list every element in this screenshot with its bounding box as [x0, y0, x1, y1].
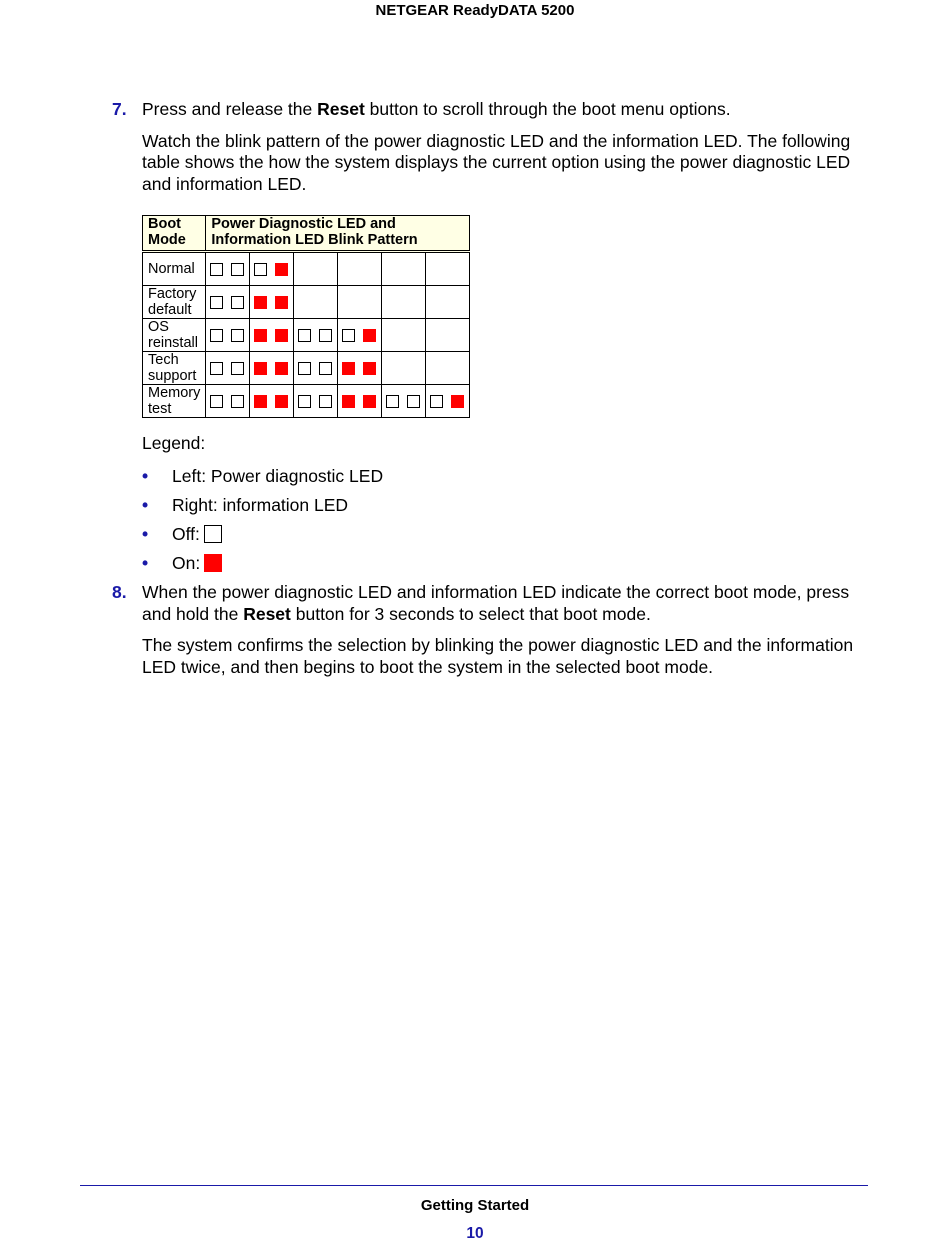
boot-mode-cell: OS reinstall [143, 319, 206, 352]
power-diagnostic-led-off-icon [210, 296, 223, 309]
step-number: 8. [112, 582, 127, 602]
table-row [143, 352, 470, 385]
information-led-off-icon [231, 296, 244, 309]
running-header: NETGEAR ReadyDATA 5200 [375, 2, 575, 19]
blink-pattern-cell [250, 352, 294, 385]
blink-pattern-cell [250, 252, 294, 286]
information-led-off-icon [231, 395, 244, 408]
legend-item [142, 553, 383, 582]
information-led-off-icon [407, 395, 420, 408]
blink-pattern-cell [338, 252, 382, 286]
information-led-on-icon [275, 395, 288, 408]
blink-pattern-cell [426, 352, 470, 385]
blink-pattern-cell [382, 319, 426, 352]
power-diagnostic-led-off-icon [386, 395, 399, 408]
blink-pattern-cell [250, 385, 294, 418]
legend-item [142, 466, 383, 495]
bullet-icon: • [142, 553, 149, 573]
power-diagnostic-led-on-icon [254, 395, 267, 408]
power-diagnostic-led-on-icon [342, 362, 355, 375]
blink-pattern-cell [426, 286, 470, 319]
blink-pattern-cell [426, 385, 470, 418]
information-led-off-icon [231, 329, 244, 342]
column-header-boot-mode: Boot Mode [143, 216, 206, 252]
legend-item [142, 524, 383, 553]
information-led-off-icon [231, 362, 244, 375]
information-led-on-icon [275, 362, 288, 375]
step-8-instruction: When the power diagnostic LED and information LED indicate the correct boot mode, press and hold the Reset button for 3 seconds to select that boot mode. [142, 582, 850, 624]
table-row [143, 252, 470, 286]
information-led-on-icon [451, 395, 464, 408]
step-7-paragraph: Watch the blink pattern of the power diagnostic LED and the information LED. The following table shows the how the system displays the current option using the power diagnostic LED and information LED. [142, 130, 851, 194]
table-row [143, 286, 470, 319]
legend-text: Off: [172, 524, 200, 544]
power-diagnostic-led-off-icon [210, 329, 223, 342]
power-diagnostic-led-off-icon [298, 395, 311, 408]
blink-pattern-cell [382, 286, 426, 319]
blink-pattern-cell [294, 385, 338, 418]
step-8-paragraph: The system confirms the selection by blinking the power diagnostic LED and the information LED twice, and then begins to boot the system in the selected boot mode. [142, 635, 854, 677]
blink-pattern-cell [250, 286, 294, 319]
power-diagnostic-led-off-icon [342, 329, 355, 342]
boot-mode-table [142, 215, 418, 417]
power-diagnostic-led-off-icon [210, 362, 223, 375]
information-led-off-icon [231, 263, 244, 276]
boot-mode-cell: Normal [143, 252, 206, 286]
information-led-on-icon [275, 296, 288, 309]
power-diagnostic-led-on-icon [254, 362, 267, 375]
power-diagnostic-led-on-icon [254, 329, 267, 342]
column-header-blink-pattern: Power Diagnostic LED and Information LED Blink Pattern [206, 216, 470, 252]
blink-pattern-cell [294, 286, 338, 319]
power-diagnostic-led-off-icon [254, 263, 267, 276]
blink-pattern-cell [206, 385, 250, 418]
page-number: 10 [466, 1225, 484, 1242]
blink-pattern-cell [382, 252, 426, 286]
blink-pattern-cell [206, 319, 250, 352]
blink-pattern-cell [206, 286, 250, 319]
blink-pattern-cell [294, 319, 338, 352]
bullet-icon: • [142, 495, 149, 515]
bullet-icon: • [142, 466, 149, 486]
step-8 [112, 582, 872, 688]
power-diagnostic-led-off-icon [210, 395, 223, 408]
blink-pattern-cell [338, 385, 382, 418]
power-diagnostic-led-off-icon [210, 263, 223, 276]
blink-pattern-cell [294, 352, 338, 385]
blink-pattern-cell [426, 252, 470, 286]
information-led-on-icon [363, 395, 376, 408]
reset-term: Reset [243, 603, 291, 624]
boot-mode-cell: Memory test [143, 385, 206, 418]
power-diagnostic-led-on-icon [254, 296, 267, 309]
blink-pattern-cell [206, 252, 250, 286]
blink-pattern-cell [250, 319, 294, 352]
legend-text: Left: Power diagnostic LED [172, 466, 384, 486]
information-led-off-icon [319, 329, 332, 342]
boot-mode-cell: Tech support [143, 352, 206, 385]
blink-pattern-cell [382, 385, 426, 418]
legend-list [142, 466, 383, 582]
power-diagnostic-led-off-icon [430, 395, 443, 408]
information-led-off-icon [319, 362, 332, 375]
blink-pattern-cell [338, 352, 382, 385]
power-diagnostic-led-off-icon [298, 329, 311, 342]
legend-text: Right: information LED [172, 495, 349, 515]
blink-pattern-cell [206, 352, 250, 385]
footer-divider [80, 1185, 868, 1186]
bullet-icon: • [142, 524, 149, 544]
blink-pattern-cell [338, 286, 382, 319]
information-led-on-icon [275, 263, 288, 276]
led-off-swatch-icon [204, 525, 222, 543]
table-row [143, 319, 470, 352]
information-led-on-icon [363, 329, 376, 342]
step-7-instruction: Press and release the Reset button to scroll through the boot menu options. [142, 99, 731, 119]
step-number: 7. [112, 99, 127, 119]
blink-pattern-cell [338, 319, 382, 352]
legend-label: Legend: [142, 433, 206, 453]
legend-text: On: [172, 553, 201, 573]
blink-pattern-cell [382, 352, 426, 385]
boot-mode-cell: Factory default [143, 286, 206, 319]
footer-chapter-title: Getting Started [420, 1197, 530, 1214]
step-7 [112, 99, 872, 205]
information-led-on-icon [275, 329, 288, 342]
blink-pattern-cell [294, 252, 338, 286]
power-diagnostic-led-on-icon [342, 395, 355, 408]
power-diagnostic-led-off-icon [298, 362, 311, 375]
information-led-off-icon [319, 395, 332, 408]
table-row [143, 385, 470, 418]
led-on-swatch-icon [204, 554, 222, 572]
blink-pattern-cell [426, 319, 470, 352]
reset-term: Reset [317, 99, 365, 119]
information-led-on-icon [363, 362, 376, 375]
legend-item [142, 495, 383, 524]
